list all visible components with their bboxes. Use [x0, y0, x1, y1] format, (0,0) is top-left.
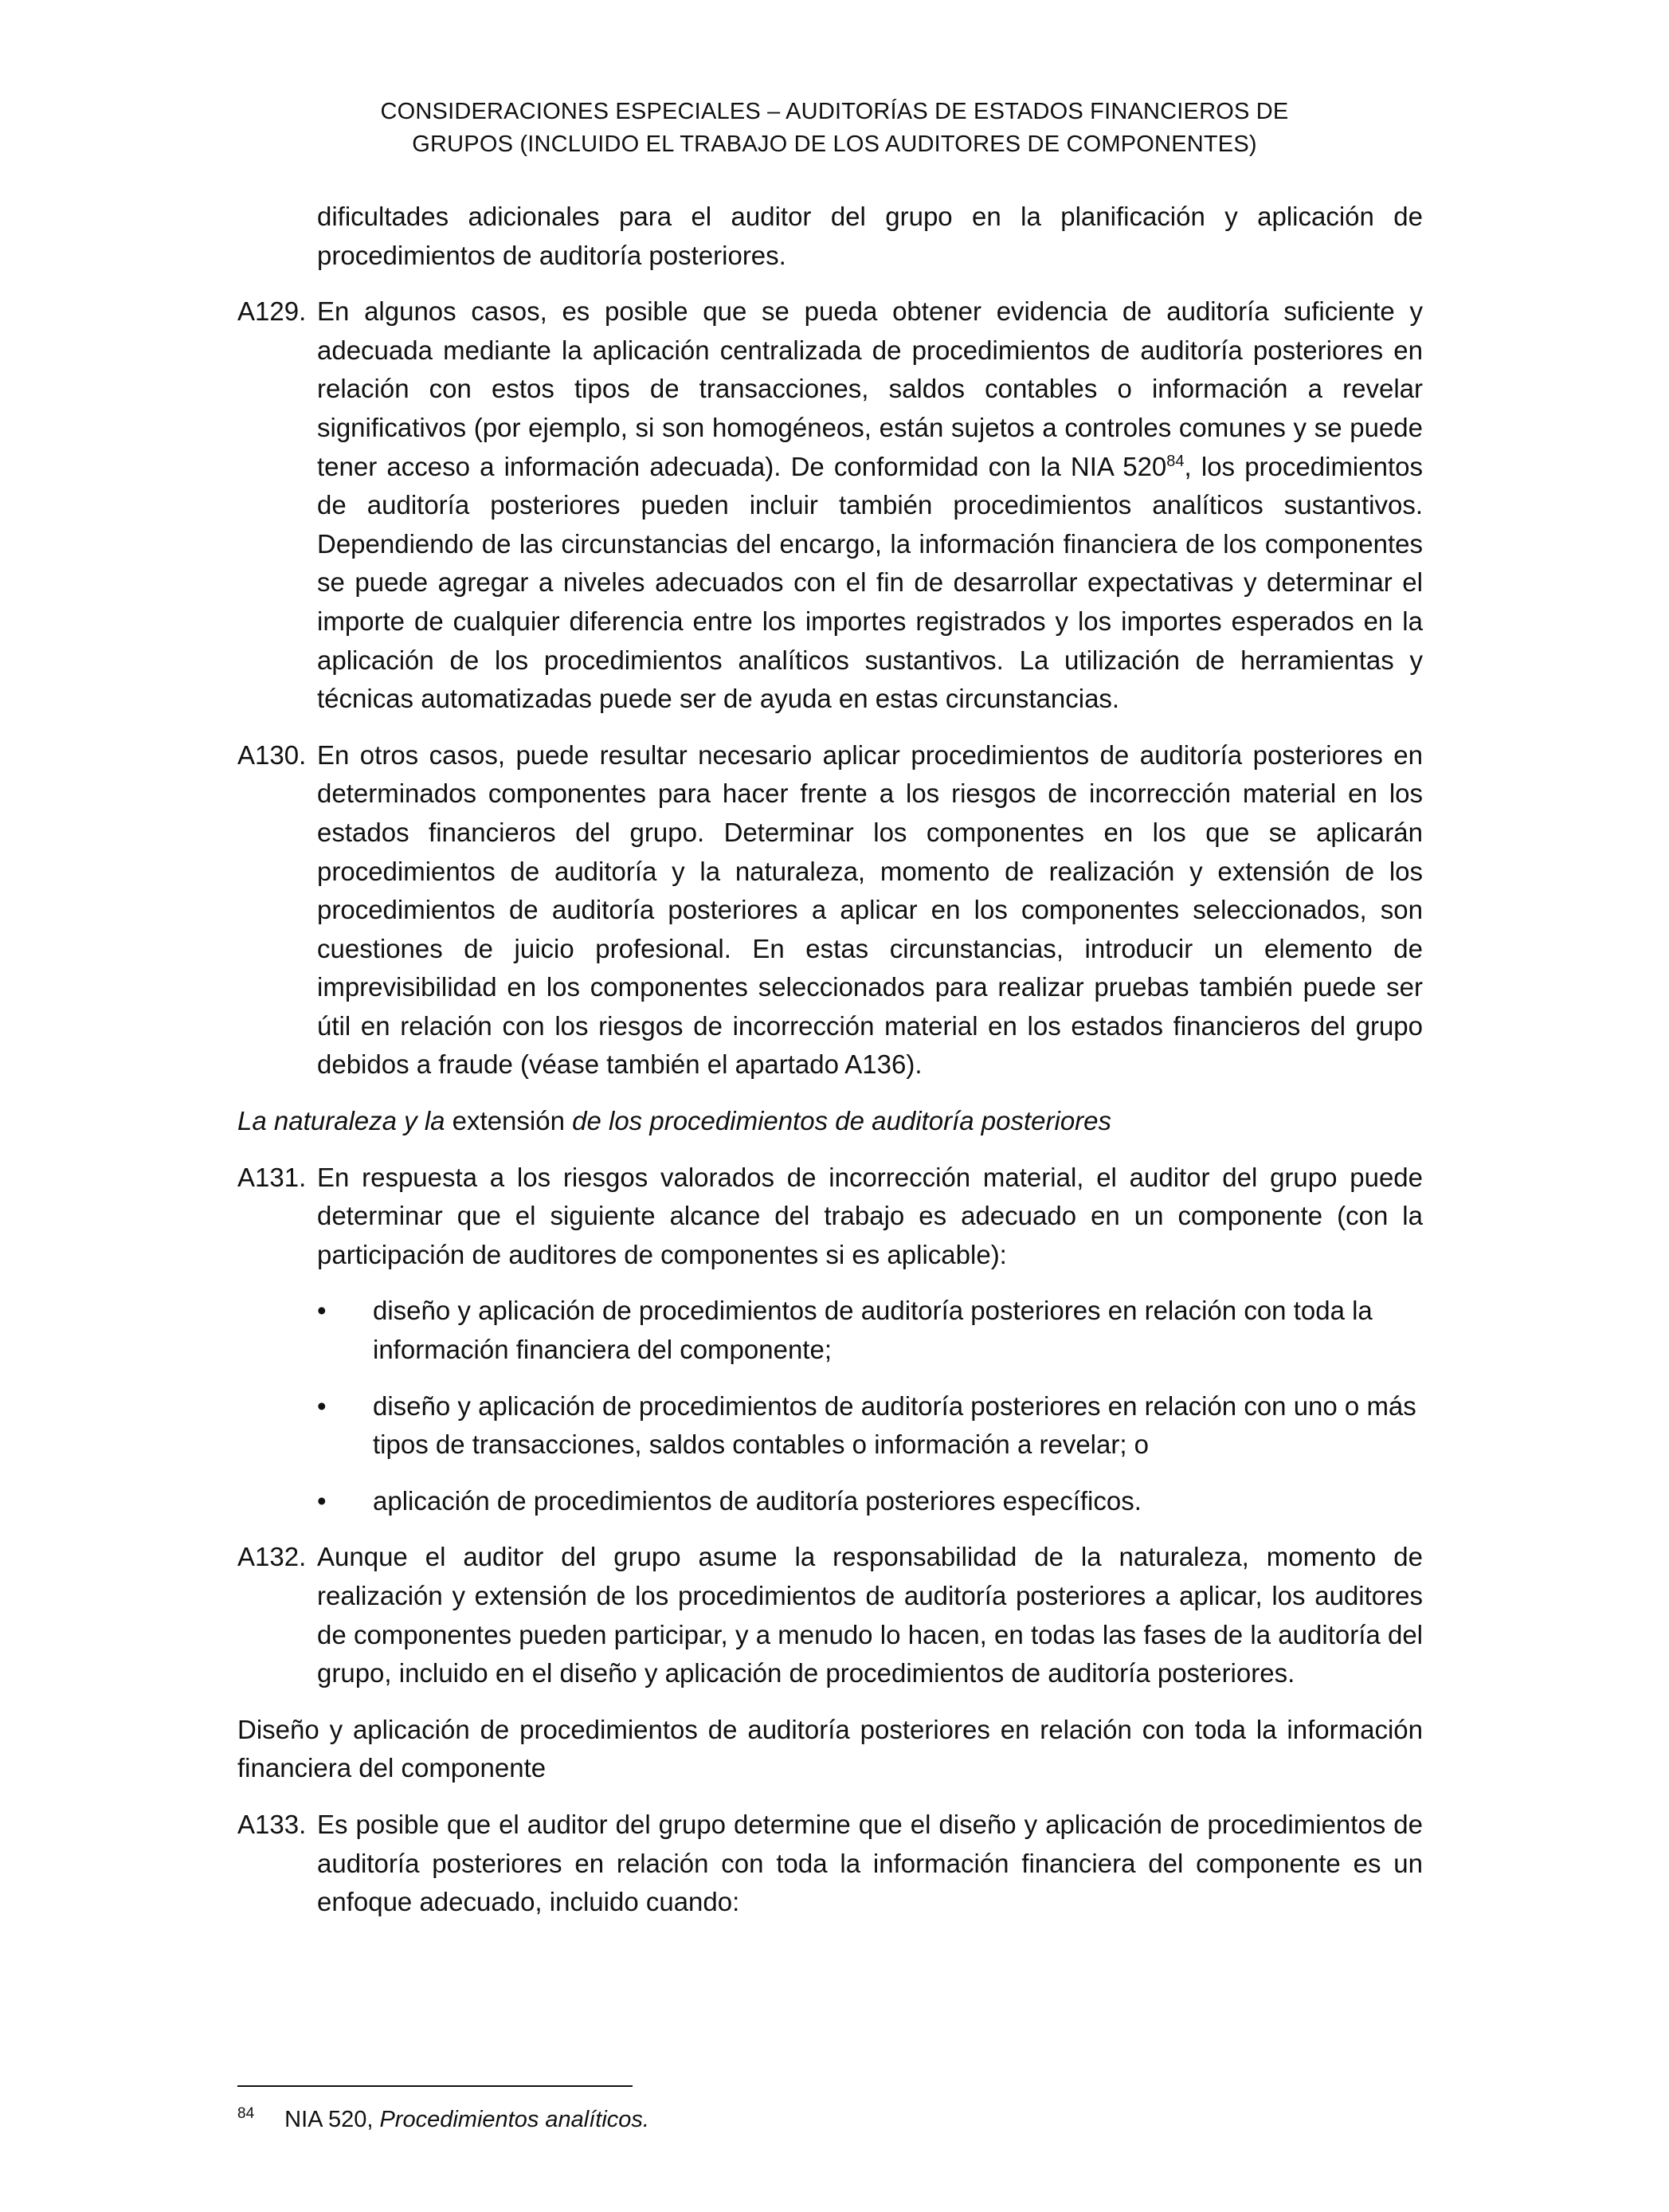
- header-line-1: CONSIDERACIONES ESPECIALES – AUDITORÍAS DE ESTADOS FINANCIEROS DE: [380, 99, 1289, 124]
- list-item: [317, 1387, 1423, 1465]
- paragraph-number: A132.: [237, 1542, 307, 1572]
- list-item: [317, 1292, 1423, 1369]
- subheading-italic-1: La naturaleza y la: [237, 1106, 445, 1136]
- bullet-icon: •: [317, 1390, 327, 1421]
- list-item-text: aplicación de procedimientos de auditoría posteriores específicos.: [373, 1485, 1142, 1516]
- paragraph-text-part1: En algunos casos, es posible que se pueda obtener evidencia de auditoría suficiente y adecuada mediante la aplicación centralizada de procedimientos de auditoría posteriores en relación con estos tipos de transacciones, saldos contables o información a revelar significativos (por ejemplo, si son homogéneos, están sujetos a controles comunes y se puede tener acceso a información adecuada). De conformidad con la NIA 520: [317, 296, 1423, 481]
- continued-paragraph: dificultades adicionales para el auditor del grupo en la planificación y aplicación de procedimientos de auditoría posteriores.: [317, 202, 1423, 270]
- paragraph-text: Aunque el auditor del grupo asume la responsabilidad de la naturaleza, momento de realización y extensión de los procedimientos de auditoría posteriores a aplicar, los auditores de componentes pueden participar, y a menudo lo hacen, en todas las fases de la auditoría del grupo, incluido en el diseño y aplicación de procedimientos de auditoría posteriores.: [317, 1542, 1423, 1688]
- paragraph-number: A129.: [237, 296, 307, 327]
- paragraph-a132: [237, 1538, 1423, 1692]
- paragraph-text: En respuesta a los riesgos valorados de incorrección material, el auditor del grupo puede determinar que el siguiente alcance del trabajo es adecuado en un componente (con la participación de auditores de componentes si es aplicable):: [317, 1162, 1423, 1269]
- footnote: [237, 2104, 649, 2136]
- paragraph-a133: [237, 1806, 1423, 1922]
- paragraph-number: A131.: [237, 1162, 307, 1192]
- footnote-text: NIA 520,: [284, 2107, 380, 2132]
- paragraph-number: A133.: [237, 1809, 307, 1839]
- paragraph-text: Es posible que el auditor del grupo determine que el diseño y aplicación de procedimientos de auditoría posteriores en relación con toda la información financiera del componente es un enfoque adecuado, incluido cuando:: [317, 1809, 1423, 1917]
- list-item: [317, 1482, 1423, 1521]
- footnote-reference[interactable]: 84: [1166, 452, 1185, 470]
- paragraph-a129: [237, 292, 1423, 719]
- header-line-2: GRUPOS (INCLUIDO EL TRABAJO DE LOS AUDITORES DE COMPONENTES): [412, 131, 1257, 157]
- running-header: [0, 96, 1669, 161]
- section-subheading: Diseño y aplicación de procedimientos de auditoría posteriores en relación con toda la información financiera del componente: [237, 1714, 1423, 1783]
- bullet-icon: •: [317, 1296, 327, 1326]
- list-item-text: diseño y aplicación de procedimientos de auditoría posteriores en relación con toda la información financiera del componente;: [373, 1296, 1373, 1365]
- bullet-list: [237, 1292, 1423, 1520]
- bullet-icon: •: [317, 1485, 327, 1516]
- paragraph-number: A130.: [237, 739, 307, 770]
- page-body: [237, 198, 1423, 1922]
- list-item-text: diseño y aplicación de procedimientos de auditoría posteriores en relación con uno o más tipos de transacciones, saldos contables o información a revelar; o: [373, 1390, 1416, 1460]
- paragraph-a131: [237, 1159, 1423, 1275]
- section-subheading: [237, 1102, 1423, 1141]
- subheading-italic-2: de los procedimientos de auditoría posteriores: [572, 1106, 1112, 1136]
- footnote-number: 84: [237, 2105, 255, 2123]
- footnote-divider: [237, 2085, 633, 2087]
- paragraph-text: En otros casos, puede resultar necesario aplicar procedimientos de auditoría posteriores en determinados componentes para hacer frente a los riesgos de incorrección material en los estados financieros del grupo. Determinar los componentes en los que se aplicarán procedimientos de auditoría y la naturaleza, momento de realización y extensión de los procedimientos de auditoría posteriores a aplicar en los componentes seleccionados, son cuestiones de juicio profesional. En estas circunstancias, introducir un elemento de imprevisibilidad en los componentes seleccionados para realizar pruebas también puede ser útil en relación con los riesgos de incorrección material en los estados financieros del grupo debidos a fraude (véase también el apartado A136).: [317, 739, 1423, 1080]
- footnote-title: Procedimientos analíticos.: [379, 2107, 649, 2132]
- paragraph-text-part2: , los procedimientos de auditoría posteriores pueden incluir también procedimientos analíticos sustantivos. Dependiendo de las circunstancias del encargo, la información financiera de los componentes se puede agregar a niveles adecuados con el fin de desarrollar expectativas y determinar el importe de cualquier diferencia entre los importes registrados y los importes esperados en la aplicación de los procedimientos analíticos sustantivos. La utilización de herramientas y técnicas automatizadas puede ser de ayuda en estas circunstancias.: [317, 451, 1423, 714]
- paragraph-a130: [237, 736, 1423, 1084]
- subheading-regular: extensión: [445, 1106, 573, 1136]
